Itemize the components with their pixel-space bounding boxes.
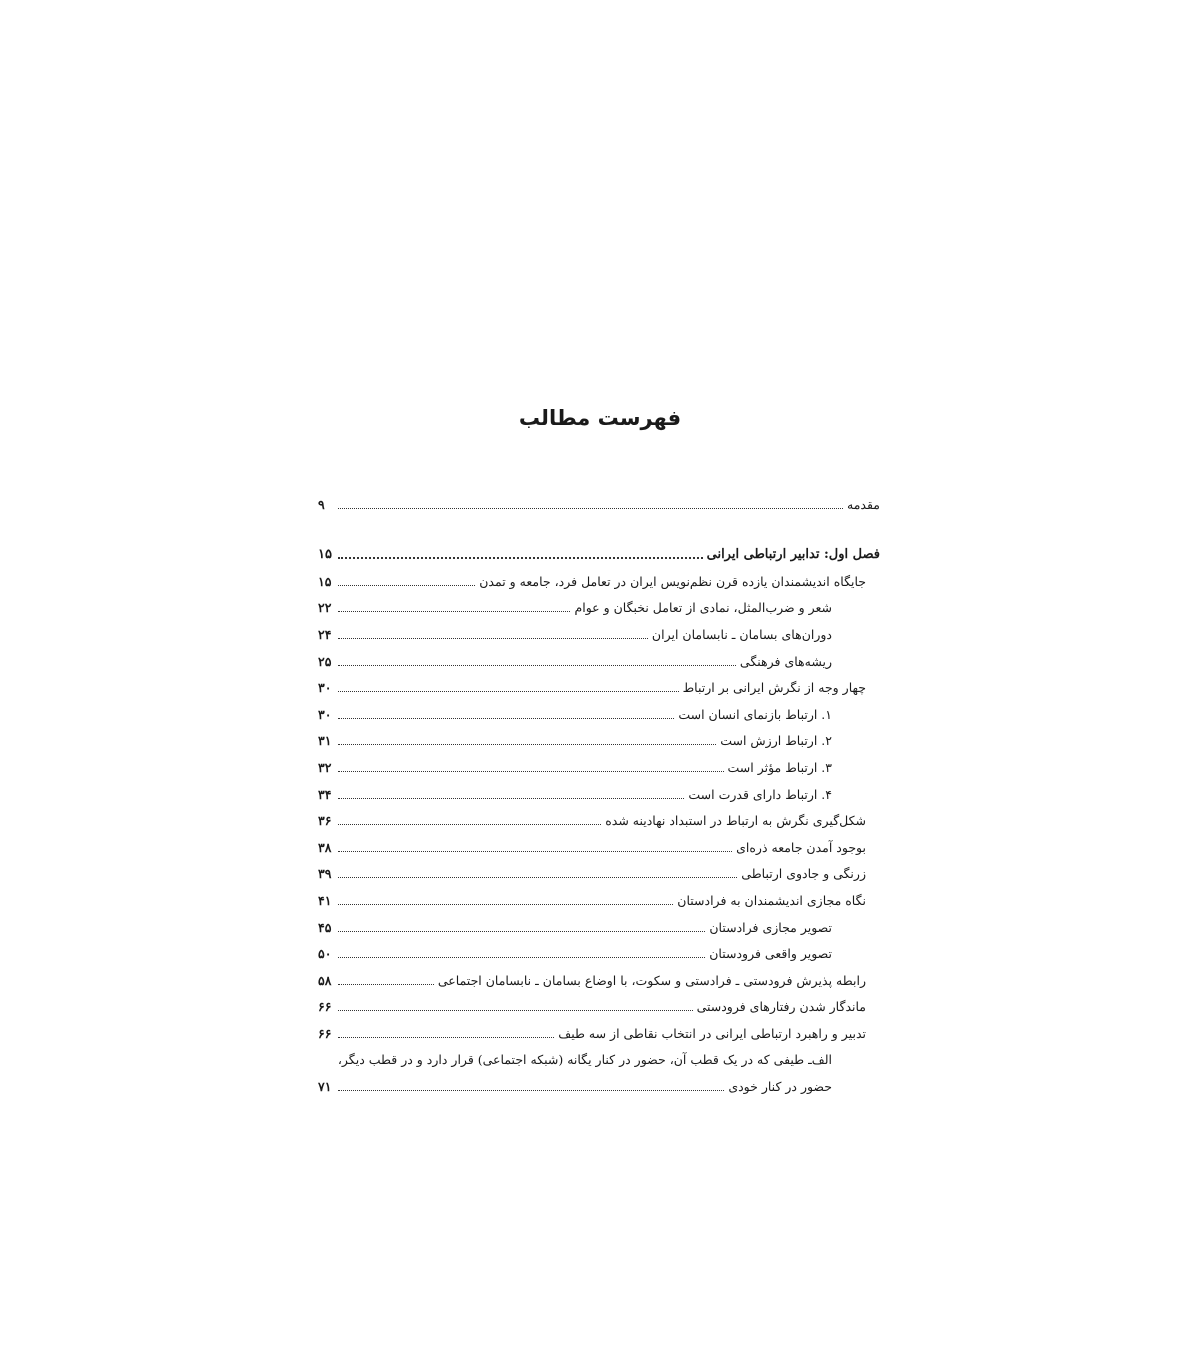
dot-leader — [338, 1089, 724, 1091]
toc-entry-label: ۲. ارتباط ارزش است — [720, 733, 832, 749]
toc-entry-continued-line — [318, 1042, 880, 1069]
toc-entry-page: ۳۲ — [318, 759, 332, 775]
dot-leader — [338, 610, 570, 612]
toc-entry-page: ۳۰ — [318, 680, 332, 696]
page-title: فهرست مطالب — [518, 406, 682, 430]
dot-leader — [338, 770, 724, 772]
table-of-contents — [318, 486, 880, 1095]
toc-entry — [318, 962, 880, 989]
toc-entry-label: ماندگار شدن رفتارهای فرودستی — [696, 999, 866, 1015]
toc-entry-page: ۲۴ — [318, 626, 332, 642]
toc-entry-page: ۶۶ — [318, 1025, 332, 1041]
toc-entry-label: تدبیر و راهبرد ارتباطی ایرانی در انتخاب نقاطی از سه طیف — [558, 1025, 866, 1041]
toc-entry-label: رابطه پذیرش فرودستی ـ فرادستی و سکوت، با اوضاع بسامان ـ نابسامان اجتماعی — [437, 972, 866, 988]
toc-entry-page: ۳۰ — [318, 706, 332, 722]
toc-entry-page: ۳۴ — [318, 786, 332, 802]
toc-entry — [318, 723, 880, 750]
toc-entry — [318, 909, 880, 936]
dot-leader — [338, 584, 475, 586]
toc-entry-label: ۴. ارتباط دارای قدرت است — [688, 786, 832, 802]
toc-entry-page: ۳۶ — [318, 813, 332, 829]
toc-entry-intro — [318, 486, 880, 513]
toc-entry-page: ۷۱ — [318, 1079, 332, 1095]
toc-entry-page: ۲۵ — [318, 653, 332, 669]
toc-entry-page: ۳۹ — [318, 866, 332, 882]
toc-entry-label: شعر و ضرب‌المثل، نمادی از تعامل نخبگان و عوام — [574, 600, 832, 616]
toc-entry-label: دوران‌های بسامان ـ نابسامان ایران — [651, 626, 832, 642]
toc-entry-label: تصویر واقعی فرودستان — [709, 946, 832, 962]
dot-leader — [338, 903, 673, 905]
toc-entry — [318, 590, 880, 617]
dot-leader — [338, 664, 736, 666]
toc-entry — [318, 803, 880, 830]
dot-leader — [338, 1009, 693, 1011]
toc-entry — [318, 1068, 880, 1095]
dot-leader — [338, 743, 716, 745]
dot-leader — [338, 507, 843, 509]
toc-entry-page: ۶۶ — [318, 999, 332, 1015]
toc-entry-label: بوجود آمدن جامعه ذره‌ای — [736, 839, 866, 855]
toc-entry-label: حضور در کنار خودی — [728, 1079, 832, 1095]
dot-leader — [338, 983, 434, 985]
toc-entry — [318, 643, 880, 670]
toc-entry — [318, 616, 880, 643]
toc-entry-chapter-1 — [318, 537, 880, 564]
dot-leader — [338, 1036, 554, 1038]
dot-leader — [338, 956, 705, 958]
toc-entry — [318, 856, 880, 883]
toc-entry-page: ۵۰ — [318, 946, 332, 962]
toc-entry — [318, 829, 880, 856]
toc-entry-page: ۹ — [318, 496, 325, 512]
toc-entry-label: فصل اول: تدابیر ارتباطی ایرانی — [706, 547, 880, 563]
dot-leader — [338, 797, 684, 799]
toc-entry-label: تصویر مجازی فرادستان — [709, 919, 832, 935]
toc-entry-page: ۳۸ — [318, 839, 332, 855]
toc-entry-label: زرنگی و جادوی ارتباطی — [741, 866, 866, 882]
dot-leader — [338, 930, 705, 932]
toc-entry-page: ۱۵ — [318, 573, 332, 589]
toc-entry — [318, 936, 880, 963]
toc-entry — [318, 776, 880, 803]
toc-entry-label: جایگاه اندیشمندان یازده قرن نظم‌نویس ایران در تعامل فرد، جامعه و تمدن — [479, 573, 866, 589]
spacer — [318, 513, 880, 537]
toc-entry-label: چهار وجه از نگرش ایرانی بر ارتباط — [682, 680, 866, 696]
toc-entry-label: الف‌ـ طیفی که در یک قطب آن، حضور در کنار یگانه (شبکه اجتماعی) قرار دارد و در قطب دیگر، — [337, 1052, 832, 1068]
toc-entry-label: شکل‌گیری نگرش به ارتباط در استبداد نهادینه شده — [605, 813, 866, 829]
toc-entry — [318, 563, 880, 590]
toc-entry-label: مقدمه — [847, 496, 880, 512]
toc-entry-page: ۴۵ — [318, 919, 332, 935]
toc-entry-page: ۵۸ — [318, 972, 332, 988]
dot-leader — [338, 823, 601, 825]
dot-leader — [338, 637, 648, 639]
toc-entry-label: نگاه مجازی اندیشمندان به فرادستان — [677, 892, 866, 908]
toc-entry — [318, 882, 880, 909]
toc-entry-page: ۱۵ — [318, 547, 332, 563]
toc-entry — [318, 749, 880, 776]
dot-leader — [338, 717, 674, 719]
dot-leader — [338, 690, 679, 692]
toc-entry — [318, 670, 880, 697]
toc-entry — [318, 989, 880, 1016]
dot-leader — [338, 876, 737, 878]
toc-entry — [318, 696, 880, 723]
dot-leader — [338, 556, 703, 559]
dot-leader — [338, 850, 732, 852]
toc-entry — [318, 1015, 880, 1042]
toc-entry-page: ۴۱ — [318, 892, 332, 908]
toc-entry-label: ۱. ارتباط بازنمای انسان است — [678, 706, 832, 722]
toc-entry-page: ۲۲ — [318, 600, 332, 616]
toc-entry-label: ریشه‌های فرهنگی — [739, 653, 832, 669]
toc-entry-page: ۳۱ — [318, 733, 332, 749]
toc-entry-label: ۳. ارتباط مؤثر است — [727, 759, 832, 775]
